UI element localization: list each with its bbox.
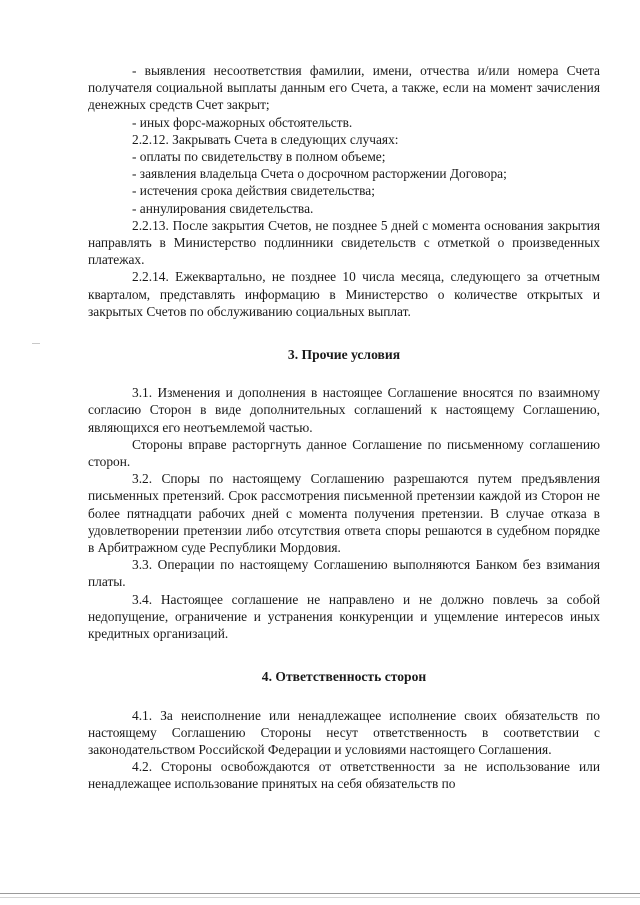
clause-3-1-termination: Стороны вправе расторгнуть данное Соглашение по письменному соглашению сторон. [88,436,600,470]
paragraph-force-majeure: - иных форс-мажорных обстоятельств. [132,114,353,130]
section-4-heading: 4. Ответственность сторон [261,669,427,685]
list-item-early-termination: - заявления владельца Счета о досрочном расторжении Договора; [132,166,507,182]
clause-4-1: 4.1. За неисполнение или ненадлежащее исполнение своих обязательств по настоящему Соглашению Стороны несут ответственность в соответствии с законодательством Российской Федерации и условиями настоящего Соглашения. [88,707,600,757]
clause-3-2: 3.2. Споры по настоящему Соглашению разрешаются путем предъявления письменных претензий. Срок рассмотрения письменной претензии каждой из Сторон не более пятнадцати рабочих дней с момента получения претензии. В случае отказа в удовлетворении претензии либо отсутствия ответа споры решаются в судебном порядке в Арбитражном суде Республики Мордовия. [88,471,600,556]
clause-3-3: 3.3. Операции по настоящему Соглашению выполняются Банком без взимания платы. [88,557,600,590]
scan-bottom-edge [0,893,640,894]
clause-3-1: 3.1. Изменения и дополнения в настоящее Соглашение вносятся по взаимному согласию Сторон в виде дополнительных соглашений к настоящему Соглашению, являющихся его неотъемлемой частью. [88,385,600,435]
scan-margin-mark [32,343,40,344]
clause-4-2: 4.2. Стороны освобождаются от ответственности за не использование или ненадлежащее использование принятых на себя обязательств по [88,759,600,792]
document-body [88,62,600,793]
clause-2-2-13: 2.2.13. После закрытия Счетов, не позднее 5 дней с момента основания закрытия направлять в Министерство подлинники свидетельств с отметкой о произведенных платежах. [88,217,600,268]
list-item-full-payment: - оплаты по свидетельству в полном объеме; [132,149,386,165]
list-item-expiry: - истечения срока действия свидетельства; [132,183,375,199]
paragraph-condition-mismatch: - выявления несоответствия фамилии, имени, отчества и/или номера Счета получателя социальной выплаты данным его Счета, а также, если на момент зачисления денежных средств Счет закрыт; [88,63,600,113]
scan-bottom-edge-shadow [0,897,640,898]
clause-2-2-14: 2.2.14. Ежеквартально, не позднее 10 числа месяца, следующего за отчетным кварталом, представлять информацию в Министерство о количестве открытых и закрытых Счетов по обслуживанию социальных выплат. [88,269,600,319]
clause-3-4: 3.4. Настоящее соглашение не направлено и не должно повлечь за собой недопущение, ограничение и устранения конкуренции и ущемление интересов иных кредитных организаций. [88,591,600,642]
list-item-annulment: - аннулирования свидетельства. [132,200,314,216]
clause-2-2-12: 2.2.12. Закрывать Счета в следующих случаях: [132,131,399,147]
section-3-heading: 3. Прочие условия [287,347,401,363]
